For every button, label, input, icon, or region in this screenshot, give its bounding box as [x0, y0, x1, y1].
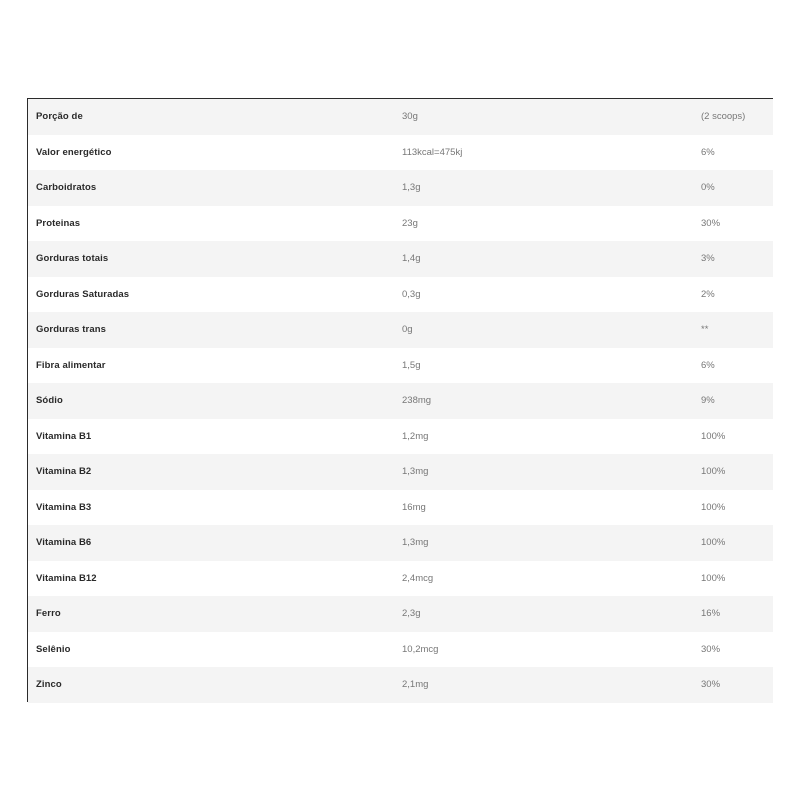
nutrient-daily-value: 100% — [701, 537, 726, 549]
nutrient-name: Sódio — [36, 395, 63, 407]
nutrient-amount: 2,1mg — [402, 679, 429, 691]
table-row — [28, 135, 773, 171]
nutrient-amount: 1,3g — [402, 182, 421, 194]
table-row — [28, 561, 773, 597]
nutrient-daily-value: 30% — [701, 643, 721, 655]
table-row — [28, 277, 773, 313]
nutrient-daily-value: 16% — [701, 608, 721, 620]
nutrient-name: Vitamina B6 — [36, 537, 92, 549]
nutrient-amount: 238mg — [402, 395, 432, 407]
nutrient-daily-value: 6% — [701, 146, 715, 158]
nutrient-amount: 2,4mcg — [402, 572, 434, 584]
nutrient-daily-value: 30% — [701, 679, 721, 691]
nutrient-amount: 1,4g — [402, 253, 421, 265]
nutrient-daily-value: 100% — [701, 466, 726, 478]
table-row — [28, 99, 773, 135]
table-row — [28, 419, 773, 455]
table-row — [28, 490, 773, 526]
nutrient-amount: 1,2mg — [402, 430, 429, 442]
nutrient-amount: 0g — [402, 324, 413, 336]
nutrient-daily-value: 100% — [701, 501, 726, 513]
nutrient-name: Vitamina B12 — [36, 572, 97, 584]
nutrient-daily-value: 100% — [701, 430, 726, 442]
nutrient-name: Proteinas — [36, 217, 81, 229]
nutrient-name: Fibra alimentar — [36, 359, 106, 371]
table-row — [28, 170, 773, 206]
nutrient-name: Vitamina B3 — [36, 501, 92, 513]
nutrient-name: Gorduras Saturadas — [36, 288, 130, 300]
nutrient-amount: 1,3mg — [402, 466, 429, 478]
nutrient-amount: 1,3mg — [402, 537, 429, 549]
nutrient-name: Valor energético — [36, 146, 112, 158]
table-row — [28, 312, 773, 348]
nutrient-name: Zinco — [36, 679, 62, 691]
table-row — [28, 348, 773, 384]
nutrient-daily-value: 0% — [701, 182, 715, 194]
nutrient-amount: 0,3g — [402, 288, 421, 300]
nutrient-daily-value: ** — [701, 324, 709, 336]
nutrient-name: Vitamina B1 — [36, 430, 92, 442]
nutrient-amount: 23g — [402, 217, 418, 229]
nutrient-name: Ferro — [36, 608, 61, 620]
nutrition-table — [27, 98, 773, 702]
nutrient-amount: 2,3g — [402, 608, 421, 620]
nutrient-daily-value: 30% — [701, 217, 721, 229]
table-row — [28, 241, 773, 277]
table-row — [28, 454, 773, 490]
nutrient-amount: 1,5g — [402, 359, 421, 371]
nutrient-name: Porção de — [36, 111, 83, 123]
nutrient-name: Gorduras totais — [36, 253, 109, 265]
table-row — [28, 525, 773, 561]
nutrient-daily-value: 2% — [701, 288, 715, 300]
nutrient-daily-value: 9% — [701, 395, 715, 407]
nutrient-amount: 30g — [402, 111, 418, 123]
table-row — [28, 667, 773, 703]
nutrient-name: Vitamina B2 — [36, 466, 92, 478]
table-row — [28, 383, 773, 419]
nutrient-daily-value: 6% — [701, 359, 715, 371]
nutrient-amount: 10,2mcg — [402, 643, 439, 655]
nutrient-daily-value: 100% — [701, 572, 726, 584]
table-row — [28, 596, 773, 632]
nutrient-name: Selênio — [36, 643, 71, 655]
nutrient-amount: 113kcal=475kj — [402, 146, 463, 158]
table-row — [28, 206, 773, 242]
nutrient-name: Gorduras trans — [36, 324, 107, 336]
table-row — [28, 632, 773, 668]
nutrient-amount: 16mg — [402, 501, 426, 513]
nutrient-daily-value: 3% — [701, 253, 715, 265]
nutrient-name: Carboidratos — [36, 182, 97, 194]
nutrient-daily-value: (2 scoops) — [701, 111, 746, 123]
